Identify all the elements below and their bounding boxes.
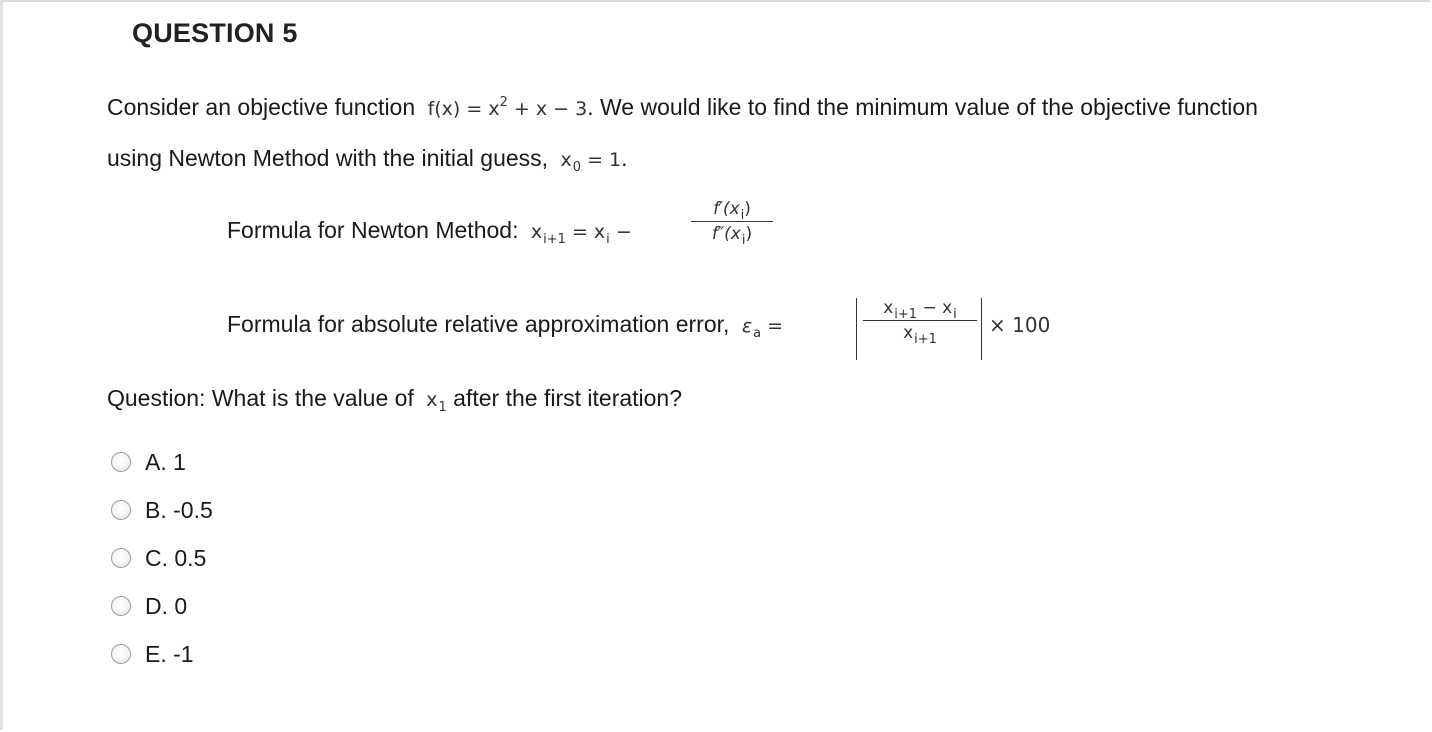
- error-den-sub: i+1: [914, 332, 937, 347]
- error-num-sub1: i+1: [894, 307, 918, 322]
- prompt-prefix: Question: What is the value of: [107, 385, 414, 411]
- option-d[interactable]: [111, 582, 213, 630]
- option-c[interactable]: [111, 534, 213, 582]
- option-label[interactable]: C. 0.5: [145, 544, 207, 571]
- initial-guess-sub: 0: [572, 160, 582, 175]
- newton-den-text: f″(x: [711, 224, 741, 244]
- prompt-sub: 1: [438, 400, 447, 415]
- newton-denominator: [691, 224, 773, 248]
- radio-button[interactable]: [111, 452, 131, 472]
- function-exponent: 2: [499, 95, 508, 110]
- error-formula-row: [227, 311, 784, 341]
- newton-num-sub: i: [740, 208, 745, 223]
- error-fraction-bar: [863, 320, 977, 321]
- error-num-var: x: [883, 298, 894, 318]
- error-times-100: × 100: [989, 313, 1051, 337]
- error-denominator: [863, 323, 977, 347]
- intro-line2-suffix: .: [621, 145, 628, 171]
- newton-numerator: [691, 199, 773, 223]
- error-num-minus: − x: [917, 298, 953, 318]
- newton-lhs-sub: i+1: [543, 232, 566, 247]
- question-prompt: [107, 385, 683, 415]
- option-e[interactable]: [111, 630, 213, 678]
- answer-options: [111, 438, 213, 678]
- question-title: QUESTION 5: [132, 18, 298, 48]
- radio-button[interactable]: [111, 596, 131, 616]
- abs-bar-right: [981, 298, 982, 360]
- prompt-var: x: [426, 389, 438, 411]
- initial-guess: [554, 149, 622, 175]
- option-b[interactable]: [111, 486, 213, 534]
- option-label[interactable]: A. 1: [145, 448, 186, 475]
- newton-label: Formula for Newton Method:: [227, 217, 519, 243]
- error-num-sub2: i: [953, 307, 957, 322]
- prompt-suffix: after the first iteration?: [446, 385, 683, 411]
- radio-button[interactable]: [111, 548, 131, 568]
- newton-formula-row: [227, 217, 632, 247]
- error-symbol: [736, 315, 784, 341]
- newton-lhs-var: x: [530, 221, 543, 243]
- newton-fraction-bar: [691, 221, 773, 222]
- epsilon-sub: a: [753, 326, 762, 341]
- error-equals: =: [761, 315, 784, 337]
- newton-num-text: f′(x: [713, 199, 740, 219]
- error-label: Formula for absolute relative approximation error,: [227, 311, 730, 337]
- option-a[interactable]: [111, 438, 213, 486]
- newton-num-close: ): [744, 199, 751, 219]
- error-fraction: [863, 298, 977, 347]
- function-lhs: f(x) = x: [427, 98, 500, 120]
- intro-suffix: . We would like to find the minimum value of the objective function: [587, 94, 1258, 120]
- radio-button[interactable]: [111, 644, 131, 664]
- newton-fraction: [691, 199, 773, 248]
- abs-bar-left: [856, 298, 857, 360]
- radio-button[interactable]: [111, 500, 131, 520]
- option-label[interactable]: B. -0.5: [145, 496, 213, 523]
- question-intro-line1: [107, 94, 1258, 121]
- epsilon-symbol: ε: [741, 315, 753, 337]
- function-rhs: + x − 3: [507, 98, 588, 120]
- intro-prefix: Consider an objective function: [107, 94, 416, 120]
- question-intro-line2: [107, 145, 628, 175]
- initial-guess-val: = 1: [581, 149, 622, 171]
- newton-den-sub: i: [741, 233, 746, 248]
- error-numerator: [863, 298, 977, 322]
- newton-minus: −: [609, 221, 632, 243]
- initial-guess-var: x: [560, 149, 572, 171]
- option-label[interactable]: E. -1: [145, 640, 194, 667]
- objective-function: [422, 95, 588, 120]
- newton-lhs: [525, 221, 632, 247]
- newton-mid: = x: [565, 221, 606, 243]
- newton-den-close: ): [745, 224, 753, 244]
- prompt-variable: [420, 389, 447, 415]
- newton-mid-sub: i: [606, 232, 610, 247]
- error-den-var: x: [903, 323, 914, 343]
- option-label[interactable]: D. 0: [145, 592, 188, 619]
- intro-line2-prefix: using Newton Method with the initial guess,: [107, 145, 549, 171]
